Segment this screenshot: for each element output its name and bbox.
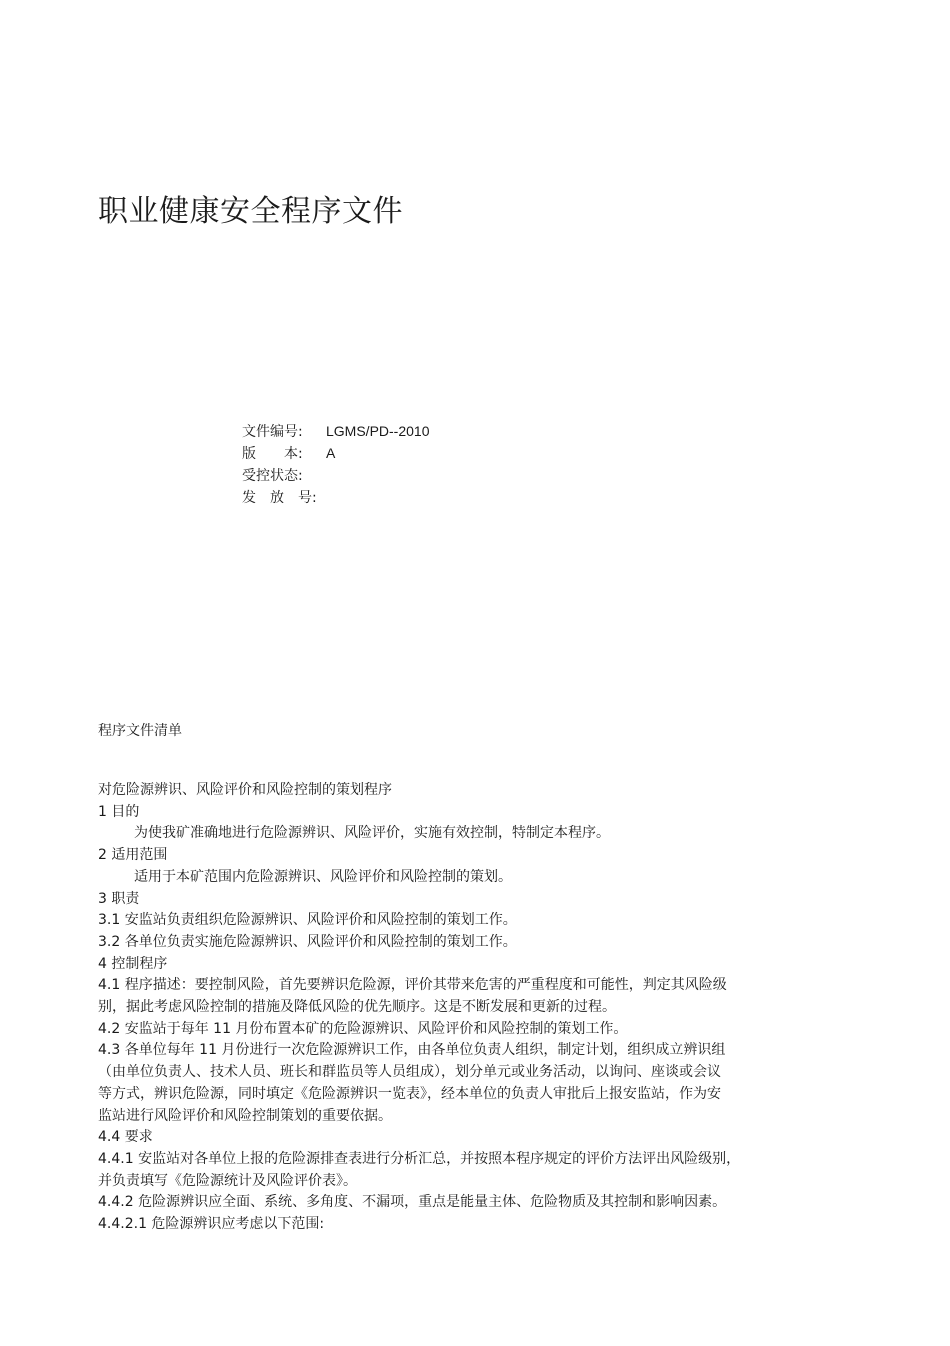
meta-row-version xyxy=(242,442,429,464)
paragraph: 1 目的 xyxy=(98,803,140,820)
meta-value: LGMS/PD--2010 xyxy=(326,423,430,439)
paragraph: 并负责填写《危险源统计及风险评价表》。 xyxy=(98,1172,357,1189)
paragraph: 4.4 要求 xyxy=(98,1129,153,1146)
paragraph: 监站进行风险评价和风险控制策划的重要依据。 xyxy=(98,1107,392,1124)
paragraph: 3 职责 xyxy=(98,890,140,907)
meta-label: 受控状态: xyxy=(242,468,303,484)
paragraph: 4.3 各单位每年 11 月份进行一次危险源辨识工作，由各单位负责人组织，制定计划，组织成立辨识组 xyxy=(98,1042,726,1059)
document-meta xyxy=(242,420,429,508)
meta-value: A xyxy=(326,445,336,461)
meta-row-control-status xyxy=(242,464,429,486)
page-title: 职业健康安全程序文件 xyxy=(98,194,403,229)
meta-label: 版 本: xyxy=(242,446,303,462)
paragraph: 4 控制程序 xyxy=(98,955,168,972)
section-heading-procedure-list: 程序文件清单 xyxy=(98,723,182,739)
paragraph: （由单位负责人、技术人员、班长和群监员等人员组成），划分单元或业务活动，以询问、座谈或会议 xyxy=(98,1064,721,1081)
document-body xyxy=(98,780,798,1236)
paragraph: 等方式，辨识危险源，同时填定《危险源辨识一览表》，经本单位的负责人审批后上报安监站，作为安 xyxy=(98,1085,721,1102)
paragraph: 4.2 安监站于每年 11 月份布置本矿的危险源辨识、风险评价和风险控制的策划工作。 xyxy=(98,1020,628,1037)
paragraph: 4.4.1 安监站对各单位上报的危险源排查表进行分析汇总，并按照本程序规定的评价方法评出风险级别， xyxy=(98,1150,741,1167)
paragraph: 4.4.2 危险源辨识应全面、系统、多角度、不漏项，重点是能量主体、危险物质及其控制和影响因素。 xyxy=(98,1194,727,1211)
meta-label: 文件编号: xyxy=(242,424,303,440)
meta-row-issue-number xyxy=(242,486,429,508)
paragraph: 为使我矿准确地进行危险源辨识、风险评价，实施有效控制，特制定本程序。 xyxy=(134,825,610,842)
paragraph: 4.1 程序描述：要控制风险，首先要辨识危险源，评价其带来危害的严重程度和可能性，判定其风险级 xyxy=(98,977,727,994)
paragraph: 别，据此考虑风险控制的措施及降低风险的优先顺序。这是不断发展和更新的过程。 xyxy=(98,999,616,1016)
meta-label: 发 放 号: xyxy=(242,490,317,506)
meta-row-file-number xyxy=(242,420,429,442)
paragraph: 2 适用范围 xyxy=(98,847,168,864)
paragraph: 3.1 安监站负责组织危险源辨识、风险评价和风险控制的策划工作。 xyxy=(98,912,517,929)
paragraph: 4.4.2.1 危险源辨识应考虑以下范围: xyxy=(98,1216,325,1233)
paragraph: 3.2 各单位负责实施危险源辨识、风险评价和风险控制的策划工作。 xyxy=(98,933,517,950)
paragraph: 对危险源辨识、风险评价和风险控制的策划程序 xyxy=(98,782,392,798)
paragraph: 适用于本矿范围内危险源辨识、风险评价和风险控制的策划。 xyxy=(134,868,512,885)
